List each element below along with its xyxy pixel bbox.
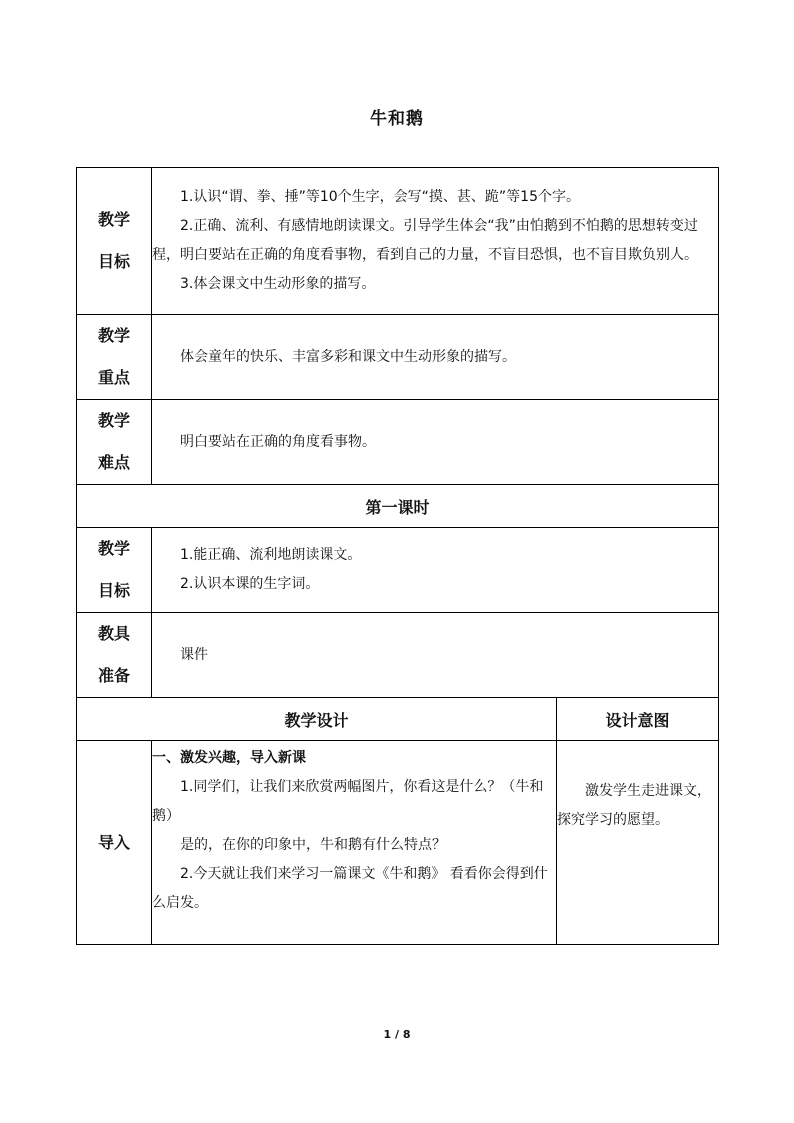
- teaching-tools-row: [77, 613, 719, 698]
- teaching-difficulty-label: 教学 难点: [77, 400, 152, 485]
- goal-item: 2.正确、流利、有感情地朗读课文。引导学生体会“我”由怕鹅到不怕鹅的思想转变过程，明白要站在正确的角度看事物，看到自己的力量，不盲目恐惧，也不盲目欺负别人。: [152, 218, 698, 263]
- design-column-header: 教学设计: [77, 698, 557, 741]
- teaching-tools-content: 课件: [152, 613, 719, 698]
- lesson-goals-label: 教学 目标: [77, 528, 152, 613]
- lesson-plan-table: [76, 167, 719, 945]
- lesson-goals-content: [152, 528, 719, 613]
- intro-label: 导入: [77, 741, 152, 945]
- teaching-goals-label: 教学 目标: [77, 168, 152, 315]
- lesson-goals-row: [77, 528, 719, 613]
- lesson-heading-row: [77, 485, 719, 528]
- intro-heading: 一、激发兴趣，导入新课: [152, 750, 306, 766]
- intro-content: 一、激发兴趣，导入新课 1.同学们，让我们来欣赏两幅图片，你看这是什么？（牛和鹅） 是的，在你的印象中，牛和鹅有什么特点？ 2.今天就让我们来学习一篇课文《牛和鹅》 看看你会得到什么启发。: [152, 741, 557, 945]
- intent-column-header: 设计意图: [557, 698, 719, 741]
- page-number: 1 / 8: [383, 1028, 411, 1041]
- goal-item: 2.认识本课的生字词。: [180, 576, 320, 592]
- document-title: 牛和鹅: [370, 109, 424, 129]
- teaching-focus-content: 体会童年的快乐、丰富多彩和课文中生动形象的描写。: [152, 315, 719, 400]
- intro-intent: 激发学生走进课文，探究学习的愿望。: [557, 741, 719, 945]
- design-header-row: [77, 698, 719, 741]
- teaching-tools-label: 教具 准备: [77, 613, 152, 698]
- teaching-difficulty-row: [77, 400, 719, 485]
- intro-row: [77, 741, 719, 945]
- goal-item: 1.能正确、流利地朗读课文。: [180, 547, 362, 563]
- teaching-goals-row: [77, 168, 719, 315]
- goal-item: 1.认识“谓、拳、捶”等10个生字，会写“摸、甚、跪”等15个字。: [180, 189, 580, 205]
- goal-item: 3.体会课文中生动形象的描写。: [180, 276, 376, 292]
- lesson-heading: 第一课时: [77, 485, 719, 528]
- teaching-focus-label: 教学 重点: [77, 315, 152, 400]
- teaching-difficulty-content: 明白要站在正确的角度看事物。: [152, 400, 719, 485]
- teaching-goals-content: [152, 168, 719, 315]
- teaching-focus-row: [77, 315, 719, 400]
